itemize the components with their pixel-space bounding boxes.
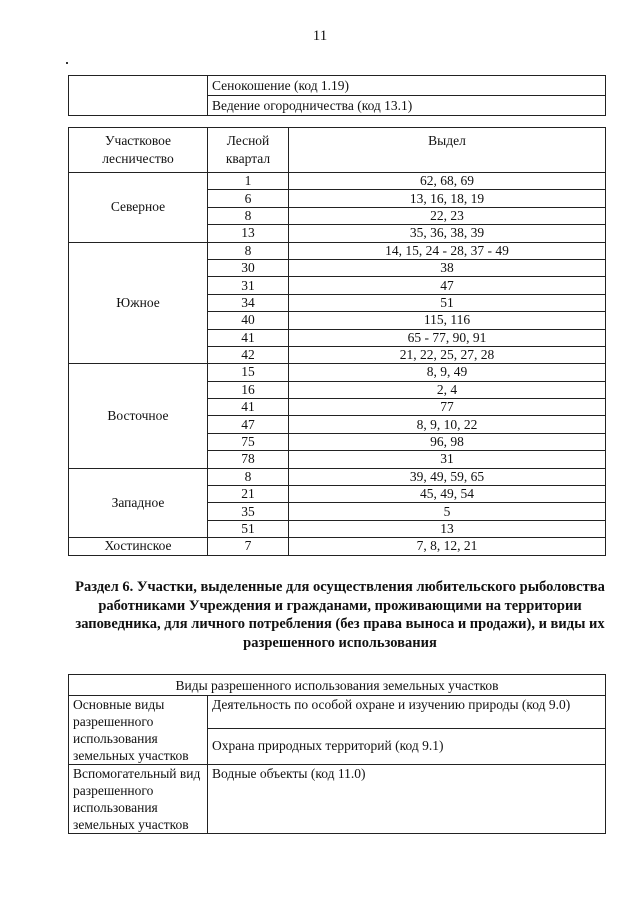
forest-table-body <box>69 173 606 556</box>
forestry-cell: Южное <box>69 242 208 364</box>
page-number: 11 <box>312 28 328 44</box>
forestry-cell: Северное <box>69 173 208 243</box>
quarter-cell: 8 <box>208 468 289 485</box>
allotment-cell: 8, 9, 10, 22 <box>289 416 606 433</box>
table-row <box>69 76 606 96</box>
quarter-cell: 41 <box>208 329 289 346</box>
usage-item: Охрана природных территорий (код 9.1) <box>208 729 606 765</box>
quarter-cell: 7 <box>208 538 289 555</box>
allotment-cell: 96, 98 <box>289 433 606 450</box>
quarter-cell: 47 <box>208 416 289 433</box>
allotment-cell: 7, 8, 12, 21 <box>289 538 606 555</box>
allotment-cell: 45, 49, 54 <box>289 486 606 503</box>
quarter-cell: 8 <box>208 242 289 259</box>
allotment-cell: 31 <box>289 451 606 468</box>
usage-cell: Сенокошение (код 1.19) <box>208 76 606 96</box>
table-row <box>69 538 606 555</box>
table-row <box>69 696 606 729</box>
quarter-cell: 34 <box>208 294 289 311</box>
forest-quarters-table <box>68 127 606 556</box>
quarter-cell: 78 <box>208 451 289 468</box>
quarter-cell: 15 <box>208 364 289 381</box>
allotment-cell: 22, 23 <box>289 207 606 224</box>
allotment-cell: 38 <box>289 259 606 276</box>
allotment-cell: 5 <box>289 503 606 520</box>
quarter-cell: 40 <box>208 312 289 329</box>
allotment-cell: 2, 4 <box>289 381 606 398</box>
forestry-cell: Восточное <box>69 364 208 468</box>
continued-usage-table <box>68 75 606 116</box>
forestry-cell: Западное <box>69 468 208 538</box>
allotment-cell: 115, 116 <box>289 312 606 329</box>
quarter-header: Лесной квартал <box>208 128 289 173</box>
allotment-cell: 65 - 77, 90, 91 <box>289 329 606 346</box>
allotment-cell: 21, 22, 25, 27, 28 <box>289 346 606 363</box>
main-usage-label: Основные виды разрешенного использования земельных участков <box>69 696 208 765</box>
scan-speck <box>66 62 68 64</box>
quarter-cell: 1 <box>208 173 289 190</box>
allotment-cell: 8, 9, 49 <box>289 364 606 381</box>
aux-usage-label: Вспомогательный вид разрешенного использования земельных участков <box>69 765 208 834</box>
header-row <box>69 675 606 696</box>
allotment-cell: 77 <box>289 399 606 416</box>
table-row <box>69 364 606 381</box>
quarter-cell: 41 <box>208 399 289 416</box>
allotment-cell: 14, 15, 24 - 28, 37 - 49 <box>289 242 606 259</box>
allotment-cell: 39, 49, 59, 65 <box>289 468 606 485</box>
allotment-cell: 35, 36, 38, 39 <box>289 225 606 242</box>
quarter-cell: 6 <box>208 190 289 207</box>
usage-header: Виды разрешенного использования земельных участков <box>69 675 606 696</box>
forestry-cell: Хостинское <box>69 538 208 555</box>
quarter-cell: 30 <box>208 259 289 276</box>
section-heading: Раздел 6. Участки, выделенные для осуществления любительского рыболовства работниками Учреждения и гражданами, проживающими на территории заповедника, для личного потребления (без права выноса и продажи), и виды их разрешенного использования <box>75 579 605 651</box>
table-row <box>69 96 606 116</box>
quarter-cell: 16 <box>208 381 289 398</box>
table-row <box>69 468 606 485</box>
forestry-header: Участковое лесничество <box>69 128 208 173</box>
table-row <box>69 765 606 834</box>
quarter-cell: 42 <box>208 346 289 363</box>
table-row <box>69 242 606 259</box>
empty-label-cell <box>69 76 208 96</box>
quarter-cell: 31 <box>208 277 289 294</box>
quarter-cell: 51 <box>208 520 289 537</box>
usage-item: Водные объекты (код 11.0) <box>208 765 606 834</box>
header-row <box>69 128 606 173</box>
quarter-cell: 75 <box>208 433 289 450</box>
quarter-cell: 35 <box>208 503 289 520</box>
usage-types-table <box>68 674 606 834</box>
allotment-cell: 62, 68, 69 <box>289 173 606 190</box>
usage-item: Деятельность по особой охране и изучению природы (код 9.0) <box>208 696 606 729</box>
allotment-cell: 13, 16, 18, 19 <box>289 190 606 207</box>
quarter-cell: 21 <box>208 486 289 503</box>
allotment-cell: 47 <box>289 277 606 294</box>
empty-label-cell <box>69 96 208 116</box>
quarter-cell: 8 <box>208 207 289 224</box>
allotment-cell: 13 <box>289 520 606 537</box>
table-row <box>69 173 606 190</box>
allotment-header: Выдел <box>289 128 606 173</box>
quarter-cell: 13 <box>208 225 289 242</box>
usage-cell: Ведение огородничества (код 13.1) <box>208 96 606 116</box>
allotment-cell: 51 <box>289 294 606 311</box>
